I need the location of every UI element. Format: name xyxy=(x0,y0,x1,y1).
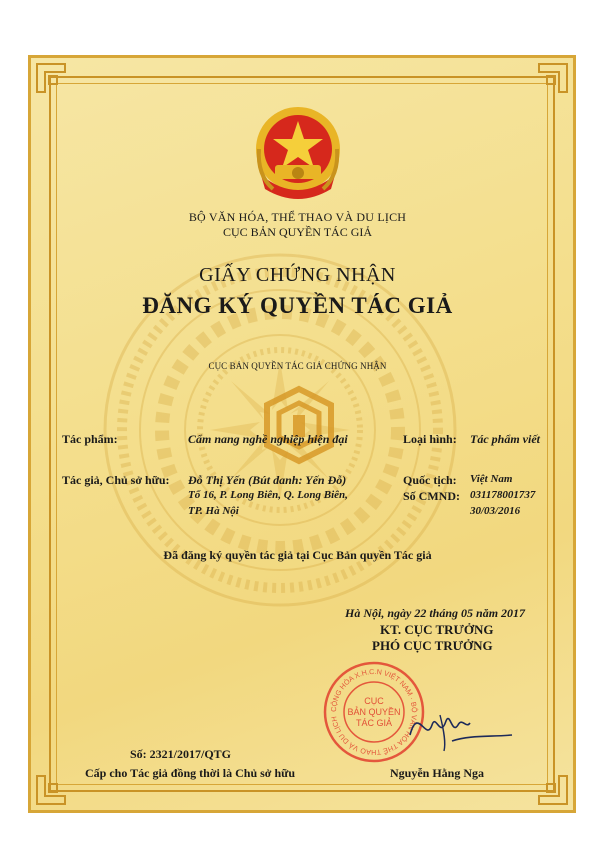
department-name: CỤC BẢN QUYỀN TÁC GIẢ xyxy=(222,225,373,239)
certifies-statement: CỤC BẢN QUYỀN TÁC GIẢ CHỨNG NHẬN xyxy=(208,361,387,371)
stamp-line-2: BẢN QUYỀN xyxy=(347,707,401,717)
nationality-value: Việt Nam xyxy=(470,473,513,485)
corner-ornament-bottom-right xyxy=(529,766,569,806)
nationality-label: Quốc tịch: xyxy=(403,473,457,487)
signer-role-2: PHÓ CỤC TRƯỞNG xyxy=(372,638,493,653)
ministry-name: BỘ VĂN HÓA, THỂ THAO VÀ DU LỊCH xyxy=(188,210,407,224)
work-type-value: Tác phẩm viết xyxy=(470,432,540,446)
author-address-line2: TP. Hà Nội xyxy=(188,505,239,517)
work-value: Cẩm nang nghề nghiệp hiện đại xyxy=(188,432,348,446)
author-address-line1: Tổ 16, P. Long Biên, Q. Long Biên, xyxy=(188,489,348,501)
certificate-title-line2: ĐĂNG KÝ QUYỀN TÁC GIẢ xyxy=(142,293,453,318)
id-number-label: Số CMND: xyxy=(403,489,460,503)
copyright-office-logo-icon xyxy=(263,385,335,465)
work-type-label: Loại hình: xyxy=(403,432,457,446)
corner-ornament-top-right xyxy=(529,62,569,102)
place-and-date: Hà Nội, ngày 22 tháng 05 năm 2017 xyxy=(345,606,526,620)
stamp-ring-text: CỘNG HÒA X.H.C.N VIỆT NAM · BỘ VĂN HÓA THỂ THAO VÀ DU LỊCH xyxy=(328,666,420,758)
signer-role-1: KT. CỤC TRƯỞNG xyxy=(380,622,494,637)
author-name: Đỗ Thị Yến (Bút danh: Yến Đỗ) xyxy=(188,473,347,487)
work-label: Tác phẩm: xyxy=(62,432,118,446)
signature-icon xyxy=(400,695,520,755)
stamp-line-1: CỤC xyxy=(364,696,384,706)
id-issue-date: 30/03/2016 xyxy=(470,505,521,517)
corner-ornament-bottom-left xyxy=(35,766,75,806)
author-label: Tác giả, Chủ sở hữu: xyxy=(62,473,170,487)
issued-to-note: Cấp cho Tác giả đồng thời là Chủ sở hữu xyxy=(85,766,295,780)
id-number-value: 031178001737 xyxy=(470,489,536,501)
corner-ornament-top-left xyxy=(35,62,75,102)
signer-name: Nguyễn Hằng Nga xyxy=(390,766,485,780)
registered-statement: Đã đăng ký quyền tác giả tại Cục Bản quyền Tác giả xyxy=(163,548,432,562)
certificate-title-line1: GIẤY CHỨNG NHẬN xyxy=(199,264,396,286)
national-emblem-icon xyxy=(253,105,343,201)
stamp-line-3: TÁC GIẢ xyxy=(355,718,393,728)
certificate-number: Số: 2321/2017/QTG xyxy=(130,747,232,761)
